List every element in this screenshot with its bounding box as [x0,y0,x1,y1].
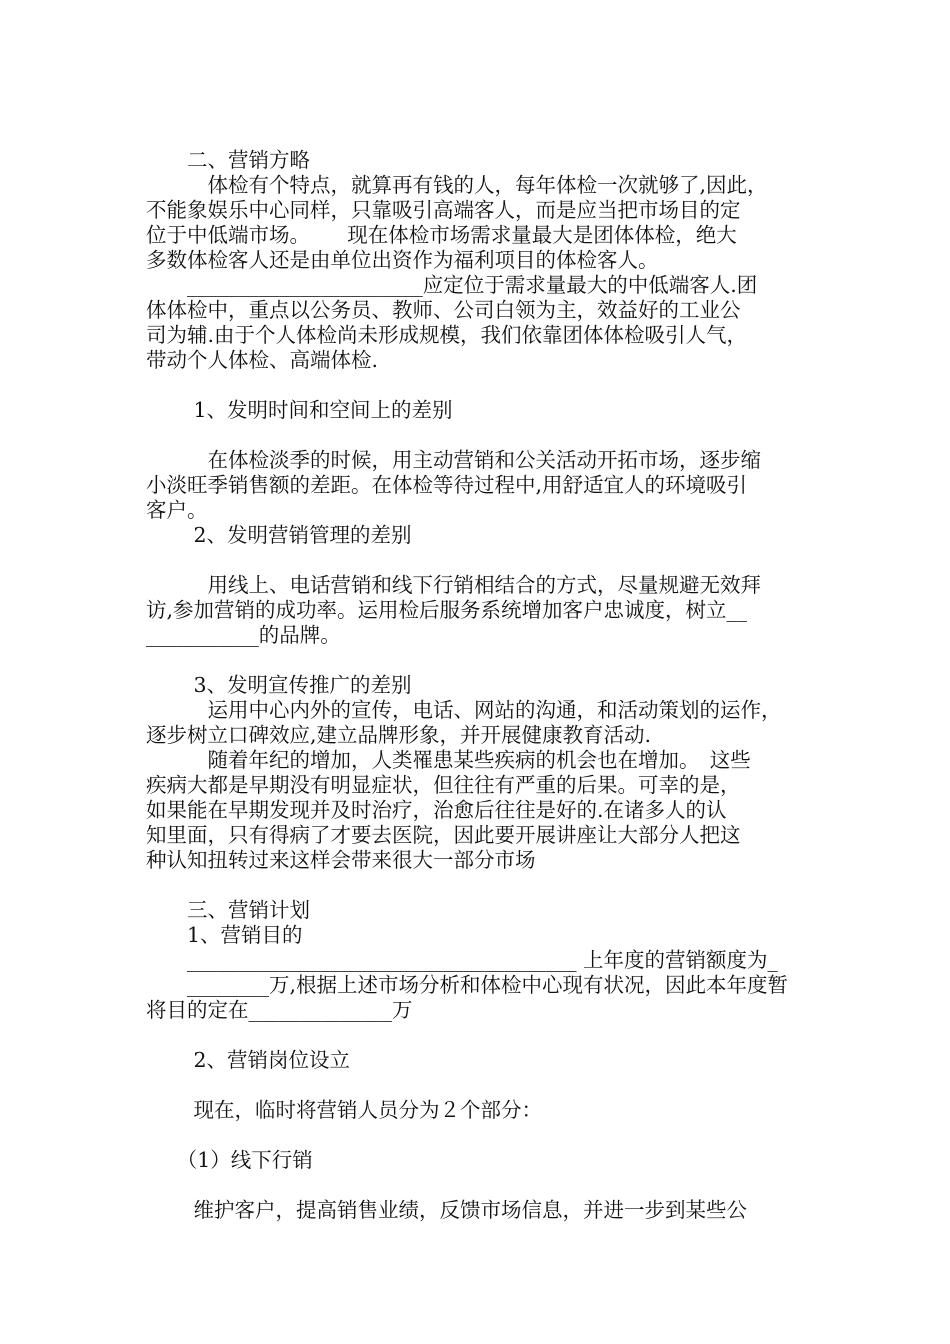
subsection-heading: 3、发明宣传推广的差别 [146,673,412,697]
paragraph-line: 不能象娱乐中心同样，只靠吸引高端客人，而是应当把市场目的定 [146,198,741,222]
paragraph-line: 小淡旺季销售额的差距。在体检等待过程中,用舒适宜人的环境吸引 [146,473,748,497]
paragraph-line: 客户。 [146,498,208,522]
paragraph-line: ______________________________________ 上年度的营销额度为_ [146,948,778,972]
section-heading: 二、营销方略 [146,148,310,172]
paragraph-line: 随着年纪的增加，人类罹患某些疾病的机会也在增加。 这些 [146,748,751,772]
paragraph-line: 将目的定在______________万 [146,998,413,1022]
paragraph-line: 疾病大都是早期没有明显症状，但往往有严重的后果。可幸的是， [146,773,741,797]
paragraph-line: ________万,根据上述市场分析和体检中心现有状况，因此本年度暂 [146,973,789,997]
paragraph-line: 体体检中，重点以公务员、教师、公司白领为主，效益好的工业公 [146,298,741,322]
paragraph-line: 运用中心内外的宣传，电话、网站的沟通，和活动策划的运作， [146,698,782,722]
paragraph-line: 位于中低端市场。 现在体检市场需求量最大是团体体检，绝大 [146,223,737,247]
paragraph-line: ___________的品牌。 [146,623,341,647]
paragraph-line: 种认知扭转过来这样会带来很大一部分市场 [146,848,536,872]
paragraph-line: _______________________应定位于需求量最大的中低端客人.团 [146,273,758,297]
subsection-heading: 2、营销岗位设立 [146,1048,351,1072]
paragraph-line: 访,参加营销的成功率。运用检后服务系统增加客户忠诚度，树立__ [146,598,748,622]
paragraph-line: 带动个人体检、高端体检. [146,348,379,372]
paragraph-line: 用线上、电话营销和线下行销相结合的方式，尽量规避无效拜 [146,573,761,597]
subsection-heading: 1、营销目的 [146,923,303,947]
subsection-heading: 1、发明时间和空间上的差别 [146,398,453,422]
section-heading: 三、营销计划 [146,898,310,922]
paragraph-line: 在体检淡季的时候，用主动营销和公关活动开拓市场，逐步缩 [146,448,761,472]
paragraph-line: 多数体检客人还是由单位出资作为福利项目的体检客人。 [146,248,659,272]
list-item-heading: （1）线下行销 [146,1148,313,1172]
paragraph-line: 司为辅.由于个人体检尚未形成规模，我们依靠团体体检吸引人气， [146,323,748,347]
paragraph-line: 现在，临时将营销人员分为２个部分： [146,1098,543,1122]
subsection-heading: 2、发明营销管理的差别 [146,523,412,547]
paragraph-line: 逐步树立口碑效应,建立品牌形象，并开展健康教育活动. [146,723,652,747]
paragraph-line: 体检有个特点，就算再有钱的人，每年体检一次就够了,因此， [146,173,768,197]
paragraph-line: 如果能在早期发现并及时治疗，治愈后往往是好的.在诸多人的认 [146,798,727,822]
paragraph-line: 维护客户，提高销售业绩，反馈市场信息，并进一步到某些公 [146,1198,748,1222]
paragraph-line: 知里面，只有得病了才要去医院，因此要开展讲座让大部分人把这 [146,823,741,847]
